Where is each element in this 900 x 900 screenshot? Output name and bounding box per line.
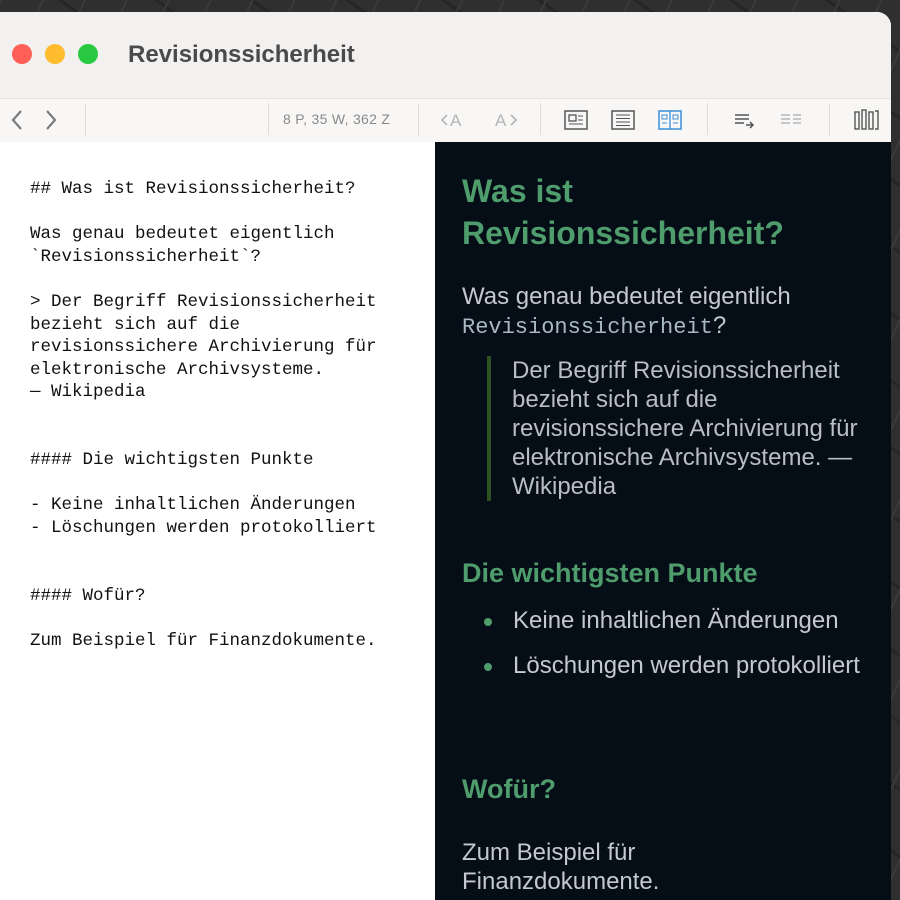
toolbar-divider [85,103,86,135]
blockquote: Der Begriff Revisionssicherheit bezieht sich auf die revisionssichere Archivierung für elektronische Archivsysteme. — Wikipedia [487,356,872,501]
minimize-button[interactable] [45,44,65,64]
toolbar-divider [829,103,830,135]
chevron-left-icon [10,109,24,131]
close-button[interactable] [12,44,32,64]
text-layout-button[interactable] [609,105,637,135]
toolbar-divider [418,103,419,135]
font-increase-icon [489,110,521,130]
toolbar [0,98,891,143]
list-item: Keine inhaltlichen Änderungen [462,604,862,637]
font-decrease-icon [439,110,471,130]
svg-text:A: A [495,111,507,130]
preview-subheading-wofuer: Wofür? [462,774,556,804]
toolbar-divider [540,103,541,135]
list-item: Löschungen werden protokolliert [462,649,862,682]
toolbar-divider [707,103,708,135]
bullet-list [462,604,862,694]
export-button[interactable] [730,105,758,135]
title-bar[interactable] [0,12,891,98]
split-layout-button[interactable] [656,105,684,135]
preview-intro [462,282,872,342]
text-layout-icon [611,110,635,130]
markdown-editor[interactable] [0,142,435,900]
preview-heading: Was ist Revisionssicherheit? [462,173,784,251]
outline-icon [779,110,803,130]
svg-text:A: A [450,111,462,130]
editor-text[interactable]: ## Was ist Revisionssicherheit? Was genau bedeutet eigentlich `Revisionssicherheit`? > Der Begriff Revisionssicherheit bezieht sich auf die revisionssichere Archivierung für elektronische Archivsysteme. — Wikipedia #### Die wichtigsten Punkte - Keine inhaltlichen Änderungen - Löschungen werden protokolliert #### Wofür? Zum Beispiel für Finanzdokumente. [30,179,377,651]
outline-button[interactable] [777,105,805,135]
preview-pane [435,142,891,900]
font-larger-button[interactable] [488,105,522,135]
editor-layout-button[interactable] [562,105,590,135]
intro-end: ? [712,312,727,339]
document-stats: 8 P, 35 W, 362 Z [283,111,391,127]
export-icon [732,110,756,130]
chevron-right-icon [44,109,58,131]
back-button[interactable] [6,105,28,135]
toolbar-divider [268,103,269,135]
tools-button[interactable] [851,105,881,135]
zoom-button[interactable] [78,44,98,64]
editor-layout-icon [564,110,588,130]
app-window [0,12,891,900]
window-title: Revisionssicherheit [128,41,355,68]
bullet-icon [484,618,492,626]
inline-code: Revisionssicherheit [462,315,713,340]
intro-text: Was genau bedeutet eigentlich [462,283,791,310]
preview-closing: Zum Beispiel für Finanzdokumente. [462,839,660,895]
font-smaller-button[interactable] [438,105,472,135]
tools-icon [852,108,880,132]
forward-button[interactable] [40,105,62,135]
split-layout-icon [658,110,682,130]
preview-subheading-points: Die wichtigsten Punkte [462,558,758,588]
bullet-icon [484,663,492,671]
